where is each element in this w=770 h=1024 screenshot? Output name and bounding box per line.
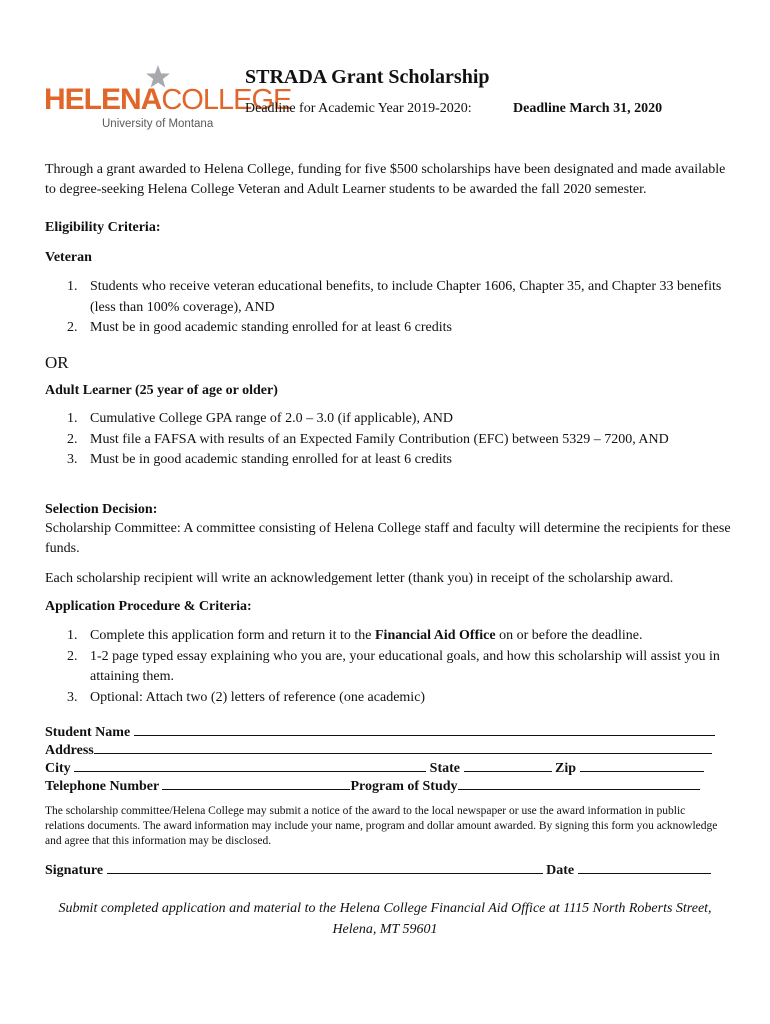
procedure-list [45,626,735,708]
list-number: 3. [67,452,78,467]
adult-learner-heading: Adult Learner (25 year of age or older) [45,383,278,398]
city-field[interactable] [74,758,426,772]
list-item-text: 1-2 page typed essay explaining who you are, your educational goals, and how this scholarship will assist you in attaining them. [90,648,720,684]
list-item-text: Students who receive veteran educational benefits, to include Chapter 1606, Chapter 35, and Chapter 33 benefits (less than 100% coverage), AND [90,279,722,315]
telephone-field[interactable] [162,776,350,790]
signature-field[interactable] [107,860,543,874]
list-item [45,626,735,647]
student-name-label: Student Name [45,725,131,740]
list-number: 1. [67,628,78,643]
date-label: Date [546,863,575,878]
list-number: 2. [67,320,78,335]
list-item [45,318,735,339]
program-label: Program of Study [350,779,458,794]
zip-label: Zip [555,761,577,776]
signature-date-row [45,860,711,879]
deadline-date: Deadline March 31, 2020 [513,101,663,116]
list-number: 3. [67,689,78,705]
disclosure-notice: The scholarship committee/Helena College may submit a notice of the award to the local newspaper or use the award information in public relations documents. The award information may include your name, program and dollar amount awarded. By signing this form you acknowledge and agree that this information may be disclosed. [45,805,718,847]
page-title: STRADA Grant Scholarship [245,66,490,88]
selection-text: Scholarship Committee: A committee consisting of Helena College staff and faculty will determine the recipients for these funds. [45,521,731,556]
financial-aid-office-text: Financial Aid Office [375,628,496,643]
student-name-field[interactable] [134,722,715,736]
acknowledgement-text: Each scholarship recipient will write an acknowledgement letter (thank you) in receipt of the scholarship award. [45,571,674,586]
city-state-zip-row [45,758,704,777]
list-item [45,277,735,318]
veteran-criteria-list [45,277,735,339]
telephone-program-row [45,776,700,795]
list-number: 1. [67,411,78,426]
list-number: 2. [67,648,78,664]
logo-name-part2: COLLEGE [161,84,292,116]
list-number: 1. [67,279,78,294]
list-item-text-end: on or before the deadline. [495,628,643,643]
veteran-heading: Veteran [45,250,92,265]
address-field[interactable] [94,740,712,754]
list-item [45,688,735,709]
logo-name-part1: HELENA [44,83,162,116]
state-label: State [429,761,460,776]
procedure-heading: Application Procedure & Criteria: [45,599,252,614]
logo-subtitle: University of Montana [102,118,214,130]
list-item-text: Optional: Attach two (2) letters of reference (one academic) [90,689,426,705]
deadline-row [245,101,662,117]
signature-label: Signature [45,863,104,878]
eligibility-heading: Eligibility Criteria: [45,220,161,235]
zip-field[interactable] [580,758,704,772]
list-item-text: Must file a FAFSA with results of an Expected Family Contribution (EFC) between 5329 – 7200, AND [90,431,669,447]
list-item-text: Complete this application form and return it to the [90,628,375,643]
list-number: 2. [67,431,78,447]
or-divider: OR [45,353,69,372]
list-item [45,430,735,451]
list-item-text: Must be in good academic standing enrolled for at least 6 credits [90,320,452,335]
helena-college-logo [44,64,292,132]
list-item [45,409,735,430]
address-label: Address [45,743,94,758]
submission-instructions: Submit completed application and material to the Helena College Financial Aid Office at 1115 North Roberts Street, Helena, MT 59601 [58,901,712,937]
list-item-text: Cumulative College GPA range of 2.0 – 3.0 (if applicable), AND [90,411,454,426]
list-item-text: Must be in good academic standing enrolled for at least 6 credits [90,452,452,467]
selection-heading: Selection Decision: [45,502,158,517]
address-row [45,740,712,759]
adult-learner-criteria-list [45,409,735,471]
list-item [45,647,735,688]
list-item [45,450,735,471]
date-field[interactable] [578,860,711,874]
city-label: City [45,761,71,776]
program-field[interactable] [458,776,700,790]
state-field[interactable] [464,758,552,772]
telephone-label: Telephone Number [45,779,159,794]
student-name-row [45,722,715,741]
deadline-label: Deadline for Academic Year 2019-2020: [245,101,472,116]
intro-paragraph: Through a grant awarded to Helena College, funding for five $500 scholarships have been designated and made available to degree-seeking Helena College Veteran and Adult Learner students to be awarded the fall 2020 semester. [45,162,726,197]
